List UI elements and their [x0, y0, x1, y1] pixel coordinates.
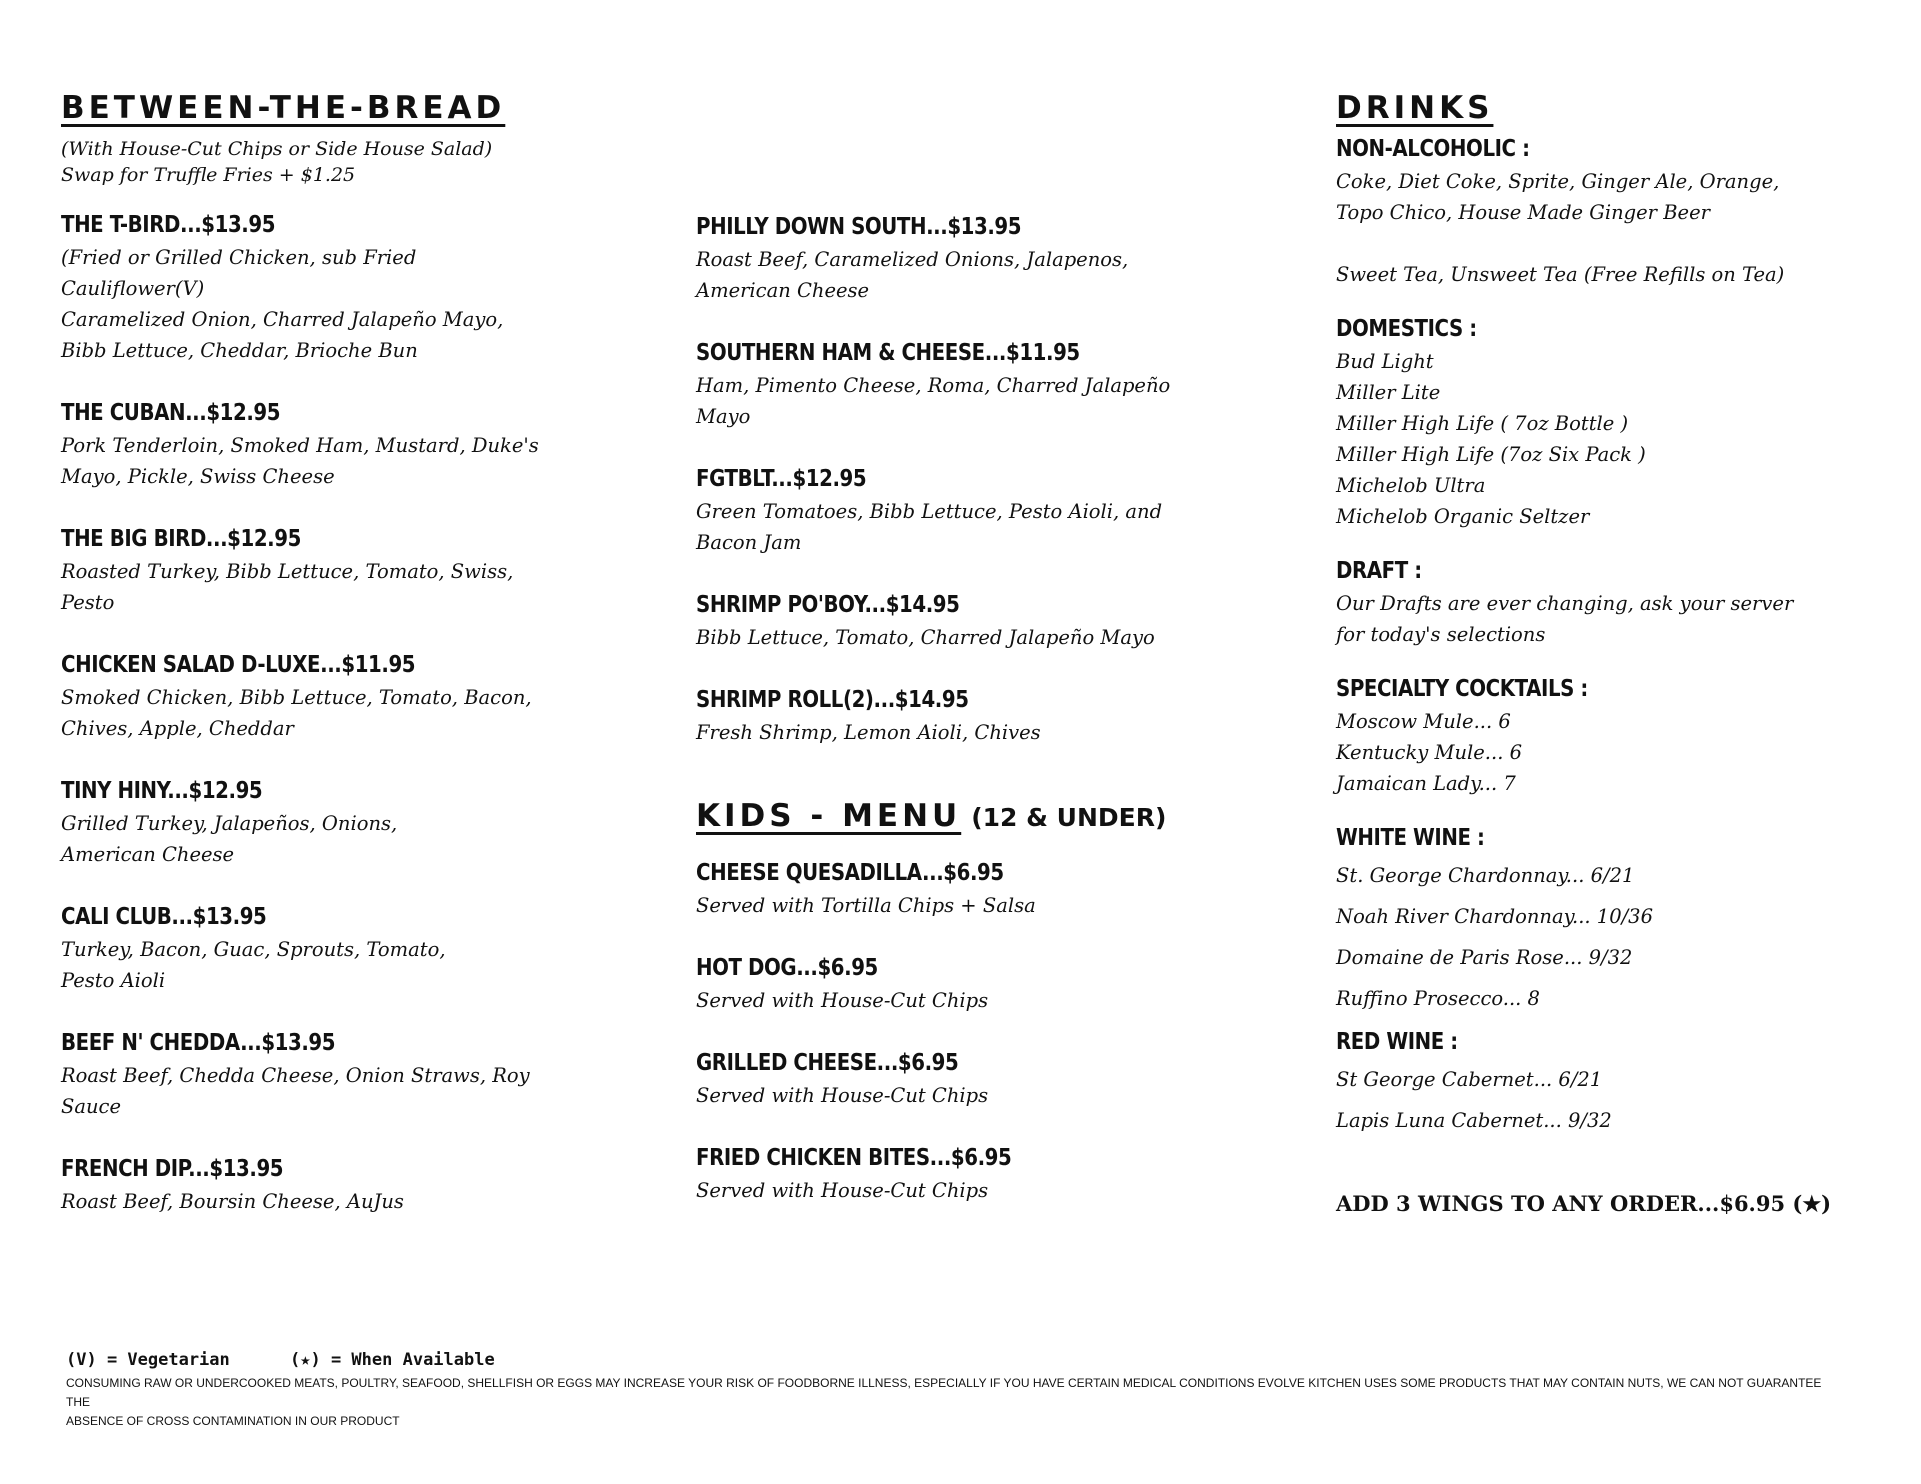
- menu-item-description: Pesto Aioli: [61, 969, 166, 992]
- menu-item-description: Roasted Turkey, Bibb Lettuce, Tomato, Swiss,: [61, 560, 514, 583]
- menu-item: [61, 774, 621, 870]
- menu-item-name: CALI CLUB...$13.95: [61, 904, 267, 930]
- menu-item-description: Smoked Chicken, Bibb Lettuce, Tomato, Bacon,: [61, 686, 532, 709]
- section-title-drinks: DRINKS: [1336, 90, 1494, 126]
- menu-item-description: (Fried or Grilled Chicken, sub Fried: [61, 246, 417, 269]
- menu-item-description: American Cheese: [696, 279, 870, 302]
- drink-group-list: [1336, 132, 1896, 1141]
- drink-entry: Noah River Chardonnay... 10/36: [1336, 905, 1653, 928]
- drink-entry: Sweet Tea, Unsweet Tea (Free Refills on Tea): [1336, 263, 1785, 286]
- disclaimer-line: CONSUMING RAW OR UNDERCOOKED MEATS, POULTRY, SEAFOOD, SHELLFISH OR EGGS MAY INCREASE YOUR RISK OF FOODBORNE ILLNESS, ESPECIALLY IF YOU HAVE CERTAIN MEDICAL CONDITIONS EVOLVE KITCHEN USES SOME PRODUCTS THAT MAY CONTAIN NUTS, WE CAN NOT GUARANTEE THE: [66, 1376, 1822, 1409]
- section-intro: [61, 136, 621, 188]
- menu-item-name: PHILLY DOWN SOUTH...$13.95: [696, 214, 1022, 240]
- drink-entry: Kentucky Mule... 6: [1336, 741, 1522, 764]
- menu-item-description: Served with House-Cut Chips: [696, 1179, 989, 1202]
- menu-item-name: THE BIG BIRD...$12.95: [61, 526, 301, 552]
- drink-entry: Moscow Mule... 6: [1336, 710, 1511, 733]
- menu-item-name: TINY HINY...$12.95: [61, 778, 263, 804]
- kids-age-note: (12 & UNDER): [971, 803, 1167, 832]
- menu-item-description: American Cheese: [61, 843, 235, 866]
- menu-item-name: CHEESE QUESADILLA...$6.95: [696, 860, 1004, 886]
- drink-entry: Bud Light: [1336, 350, 1434, 373]
- menu-item-description: Bacon Jam: [696, 531, 802, 554]
- drink-entry: Ruffino Prosecco... 8: [1336, 987, 1540, 1010]
- menu-item-description: Ham, Pimento Cheese, Roma, Charred Jalapeño: [696, 374, 1171, 397]
- drink-group-cocktails: [1336, 672, 1896, 799]
- menu-item-description: Turkey, Bacon, Guac, Sprouts, Tomato,: [61, 938, 446, 961]
- menu-item-description: Roast Beef, Boursin Cheese, AuJus: [61, 1190, 404, 1213]
- menu-item: [61, 396, 621, 492]
- menu-item: [61, 208, 621, 366]
- drink-entry: Michelob Ultra: [1336, 474, 1486, 497]
- drink-group-heading: RED WINE :: [1336, 1029, 1458, 1055]
- menu-item-name: THE CUBAN...$12.95: [61, 400, 281, 426]
- drinks-column: [1336, 88, 1896, 1216]
- drink-group-non-alcoholic: [1336, 132, 1896, 290]
- menu-item: [61, 1152, 621, 1217]
- menu-item: [61, 900, 621, 996]
- menu-item-description: Sauce: [61, 1095, 122, 1118]
- section-title-kids-menu: KIDS - MENU: [696, 798, 962, 834]
- menu-item-description: Fresh Shrimp, Lemon Aioli, Chives: [696, 721, 1041, 744]
- drink-entry: St. George Chardonnay... 6/21: [1336, 864, 1635, 887]
- menu-item-name: FRIED CHICKEN BITES...$6.95: [696, 1145, 1012, 1171]
- menu-item-description: Served with Tortilla Chips + Salsa: [696, 894, 1036, 917]
- menu-item: [696, 588, 1276, 653]
- drink-entry: Domaine de Paris Rose... 9/32: [1336, 946, 1633, 969]
- menu-item: [696, 336, 1276, 432]
- menu-item-description: Roast Beef, Caramelized Onions, Jalapenos,: [696, 248, 1129, 271]
- menu-item: [696, 210, 1276, 306]
- menu-item-description: Cauliflower(V): [61, 277, 205, 300]
- menu-item: [696, 462, 1276, 558]
- kids-menu-section: [696, 796, 1276, 1206]
- drink-group-heading: DRAFT :: [1336, 558, 1422, 584]
- menu-item-description: Grilled Turkey, Jalapeños, Onions,: [61, 812, 398, 835]
- drink-entry: Jamaican Lady... 7: [1336, 772, 1516, 795]
- drink-group-heading: WHITE WINE :: [1336, 825, 1485, 851]
- menu-item-description: Bibb Lettuce, Tomato, Charred Jalapeño Mayo: [696, 626, 1155, 649]
- drink-group-draft: [1336, 554, 1896, 650]
- menu-item: [696, 683, 1276, 748]
- menu-item-name: FGTBLT...$12.95: [696, 466, 867, 492]
- drink-group-white-wine: [1336, 821, 1896, 1019]
- drink-group-heading: DOMESTICS :: [1336, 316, 1477, 342]
- menu-item-name: CHICKEN SALAD D-LUXE...$11.95: [61, 652, 416, 678]
- menu-item-list: [61, 208, 621, 1217]
- drink-entry: Coke, Diet Coke, Sprite, Ginger Ale, Orange,: [1336, 170, 1780, 193]
- menu-item-description: Served with House-Cut Chips: [696, 1084, 989, 1107]
- menu-item-description: Served with House-Cut Chips: [696, 989, 989, 1012]
- menu-item-description: Chives, Apple, Cheddar: [61, 717, 294, 740]
- menu-item: [61, 648, 621, 744]
- drink-entry: Michelob Organic Seltzer: [1336, 505, 1590, 528]
- sandwich-column-middle: [696, 210, 1276, 1236]
- spacer: [1336, 228, 1896, 259]
- menu-item-description: Bibb Lettuce, Cheddar, Brioche Bun: [61, 339, 418, 362]
- sandwich-column-left: [61, 88, 621, 1247]
- drink-entry: Miller High Life ( 7oz Bottle ): [1336, 412, 1629, 435]
- menu-item: [696, 1141, 1276, 1206]
- menu-item-description: Roast Beef, Chedda Cheese, Onion Straws, Roy: [61, 1064, 530, 1087]
- menu-item-name: SHRIMP PO'BOY...$14.95: [696, 592, 960, 618]
- disclaimer-line: ABSENCE OF CROSS CONTAMINATION IN OUR PRODUCT: [66, 1414, 400, 1428]
- menu-item-name: FRENCH DIP...$13.95: [61, 1156, 284, 1182]
- drink-entry: Miller High Life (7oz Six Pack ): [1336, 443, 1646, 466]
- legend-vegetarian: (V) = Vegetarian: [66, 1350, 230, 1370]
- menu-item-description: Pork Tenderloin, Smoked Ham, Mustard, Duke's: [61, 434, 539, 457]
- menu-item: [61, 522, 621, 618]
- menu-item: [696, 1046, 1276, 1111]
- section-title-between-the-bread: BETWEEN-THE-BREAD: [61, 90, 506, 126]
- legend-when-available: (★) = When Available: [290, 1350, 495, 1370]
- menu-item-name: SHRIMP ROLL(2)...$14.95: [696, 687, 969, 713]
- legend: [66, 1350, 1846, 1370]
- add-wings-offer: ADD 3 WINGS TO ANY ORDER...$6.95 (★): [1336, 1191, 1832, 1216]
- drink-group-red-wine: [1336, 1025, 1896, 1141]
- menu-footer: [66, 1350, 1846, 1431]
- drink-entry: Lapis Luna Cabernet... 9/32: [1336, 1109, 1612, 1132]
- allergy-disclaimer: [66, 1374, 1846, 1431]
- menu-item-description: Pesto: [61, 591, 115, 614]
- menu-item: [696, 856, 1276, 921]
- drink-entry: Topo Chico, House Made Ginger Beer: [1336, 201, 1710, 224]
- intro-line: (With House-Cut Chips or Side House Salad): [61, 138, 493, 160]
- menu-item-list: [696, 856, 1276, 1206]
- menu-item: [696, 951, 1276, 1016]
- menu-item-description: Green Tomatoes, Bibb Lettuce, Pesto Aioli, and: [696, 500, 1163, 523]
- drink-group-domestics: [1336, 312, 1896, 532]
- menu-item-description: Mayo, Pickle, Swiss Cheese: [61, 465, 335, 488]
- menu-item-description: Mayo: [696, 405, 751, 428]
- drink-entry: for today's selections: [1336, 623, 1546, 646]
- menu-item: [61, 1026, 621, 1122]
- drink-entry: Our Drafts are ever changing, ask your server: [1336, 592, 1794, 615]
- menu-item-name: THE T-BIRD...$13.95: [61, 212, 276, 238]
- drink-group-heading: SPECIALTY COCKTAILS :: [1336, 676, 1588, 702]
- menu-item-list: [696, 210, 1276, 748]
- menu-item-name: BEEF N' CHEDDA...$13.95: [61, 1030, 336, 1056]
- menu-item-name: SOUTHERN HAM & CHEESE...$11.95: [696, 340, 1080, 366]
- drink-entry: St George Cabernet... 6/21: [1336, 1068, 1603, 1091]
- menu-item-name: HOT DOG...$6.95: [696, 955, 878, 981]
- intro-line: Swap for Truffle Fries + $1.25: [61, 164, 356, 186]
- menu-item-name: GRILLED CHEESE...$6.95: [696, 1050, 959, 1076]
- drink-group-heading: NON-ALCOHOLIC :: [1336, 136, 1530, 162]
- drink-entry: Miller Lite: [1336, 381, 1441, 404]
- menu-item-description: Caramelized Onion, Charred Jalapeño Mayo,: [61, 308, 504, 331]
